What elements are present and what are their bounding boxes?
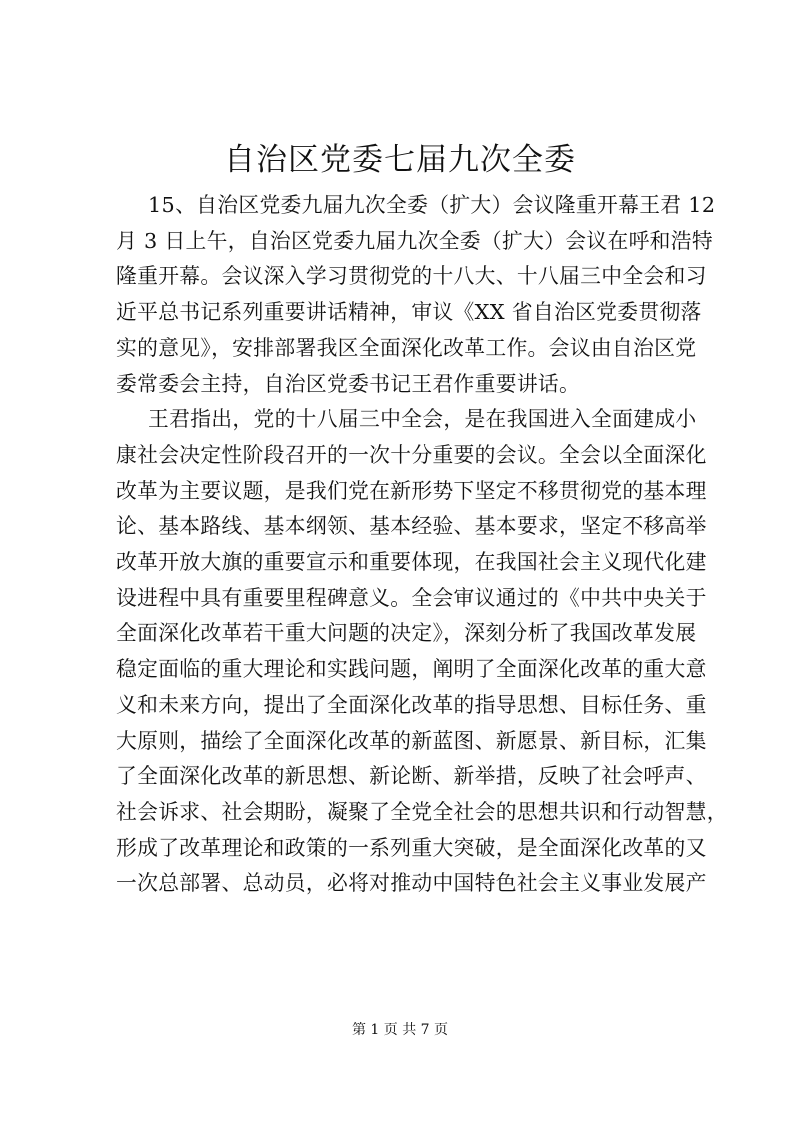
paragraph-line: 王君指出，党的十八届三中全会，是在我国进入全面建成小 — [148, 407, 697, 432]
paragraph-line: 改革开放大旗的重要宣示和重要体现，在我国社会主义现代化建 — [116, 550, 707, 575]
paragraph-line: 社会诉求、社会期盼，凝聚了全党全社会的思想共识和行动智慧， — [116, 799, 728, 824]
paragraph-line: 月 3 日上午，自治区党委九届九次全委（扩大）会议在呼和浩特 — [116, 228, 713, 253]
paragraph-line: 形成了改革理论和政策的一系列重大突破，是全面深化改革的又 — [116, 835, 707, 860]
paragraph-line: 15、自治区党委九届九次全委（扩大）会议隆重开幕王君 12 — [148, 193, 716, 217]
paragraph-2 — [116, 402, 728, 902]
paragraph-line: 隆重开幕。会议深入学习贯彻党的十八大、十八届三中全会和习 — [116, 264, 707, 289]
paragraph-line: 改革为主要议题，是我们党在新形势下坚定不移贯彻党的基本理 — [116, 478, 707, 503]
paragraph-line: 实的意见》，安排部署我区全面深化改革工作。会议由自治区党 — [116, 335, 697, 360]
document-title: 自治区党委七届九次全委 — [224, 142, 576, 178]
paragraph-line: 论、基本路线、基本纲领、基本经验、基本要求，坚定不移高举 — [116, 514, 707, 539]
paragraph-line: 了全面深化改革的新思想、新论断、新举措，反映了社会呼声、 — [116, 764, 707, 789]
paragraph-line: 设进程中具有重要里程碑意义。全会审议通过的《中共中央关于 — [116, 585, 707, 610]
paragraph-line: 稳定面临的重大理论和实践问题，阐明了全面深化改革的重大意 — [116, 657, 707, 682]
paragraph-line: 康社会决定性阶段召开的一次十分重要的会议。全会以全面深化 — [116, 442, 707, 467]
paragraph-line: 委常委会主持，自治区党委书记王君作重要讲话。 — [116, 371, 581, 396]
paragraph-line: 全面深化改革若干重大问题的决定》，深刻分析了我国改革发展 — [116, 621, 697, 646]
document-body — [116, 188, 728, 902]
paragraph-line: 义和未来方向，提出了全面深化改革的指导思想、目标任务、重 — [116, 692, 707, 717]
page-number-footer: 第 1 页 共 7 页 — [351, 1022, 449, 1038]
paragraph-line: 大原则，描绘了全面深化改革的新蓝图、新愿景、新目标，汇集 — [116, 728, 707, 753]
paragraph-line: 近平总书记系列重要讲话精神，审议《XX 省自治区党委贯彻落 — [116, 300, 702, 325]
paragraph-1 — [116, 188, 716, 402]
paragraph-line: 一次总部署、总动员，必将对推动中国特色社会主义事业发展产 — [116, 871, 707, 896]
